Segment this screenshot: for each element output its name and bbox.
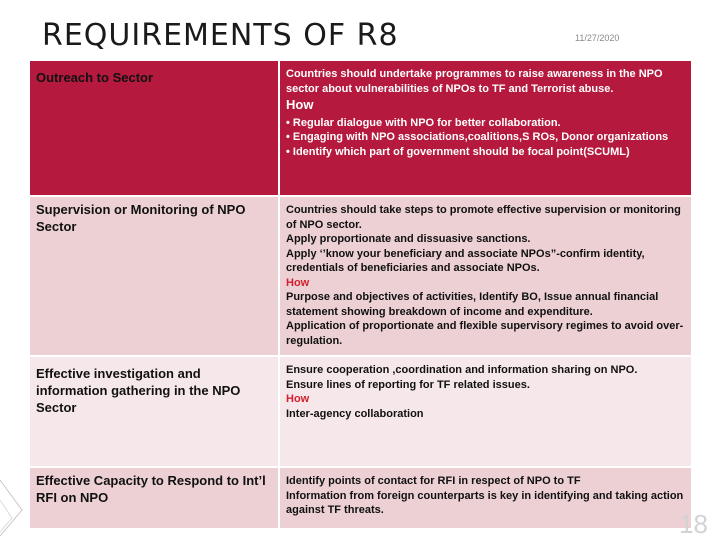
bullet-line: • Regular dialogue with NPO for better collaboration. [286,116,561,129]
bullet-line: • Engaging with NPO associations,coalitions,S ROs, Donor organizations [286,131,669,143]
bullet-line: • Identify which part of government should be focal point(SCUML) [286,145,630,158]
requirement-cell: Effective Capacity to Respond to Int’l RFI on NPO [29,467,279,529]
slide-title: REQUIREMENTS OF R8 [42,18,399,53]
description-line: Countries should undertake programmes to raise awareness in the NPO sector about vulnerabilities of NPOs to TF and Terrorist abuse. [286,68,663,95]
table-row [29,196,692,356]
description-line: Information from foreign counterparts is key in identifying and taking action against TF threats. [286,489,684,516]
description-line: Ensure cooperation ,coordination and information sharing on NPO. [286,364,638,376]
corner-decoration [0,470,30,540]
slide-number: 18 [679,509,708,539]
description-line: Inter-agency collaboration [286,407,424,420]
table-row [29,356,692,467]
how-label: How [286,97,314,112]
description-line: Application of proportionate and flexible supervisory regimes to avoid over-regulation. [286,320,684,347]
requirement-cell: Outreach to Sector [29,60,279,196]
description-cell [279,356,692,467]
description-line: Ensure lines of reporting for TF related issues. [286,378,530,391]
requirements-table [28,59,693,530]
table-row [29,60,692,196]
description-cell [279,60,692,196]
slide-date: 11/27/2020 [575,33,620,43]
description-line: Apply ‘’know your beneficiary and associate NPOs”-confirm identity, credentials of beneficiaries and associate NPOs. [286,247,645,274]
description-line: Purpose and objectives of activities, Identify BO, Issue annual financial statement showing breakdown of income and expenditure. [286,291,659,318]
description-cell [279,467,692,529]
table-row [29,467,692,529]
description-line: Apply proportionate and dissuasive sanctions. [286,233,531,245]
how-label: How [286,393,310,405]
description-cell [279,196,692,356]
requirement-cell: Effective investigation and information gathering in the NPO Sector [29,356,279,467]
how-label: How [286,276,310,289]
requirement-cell: Supervision or Monitoring of NPO Sector [29,196,279,356]
description-line: Countries should take steps to promote effective supervision or monitoring of NPO sector. [286,204,681,231]
description-line: Identify points of contact for RFI in respect of NPO to TF [286,475,581,487]
